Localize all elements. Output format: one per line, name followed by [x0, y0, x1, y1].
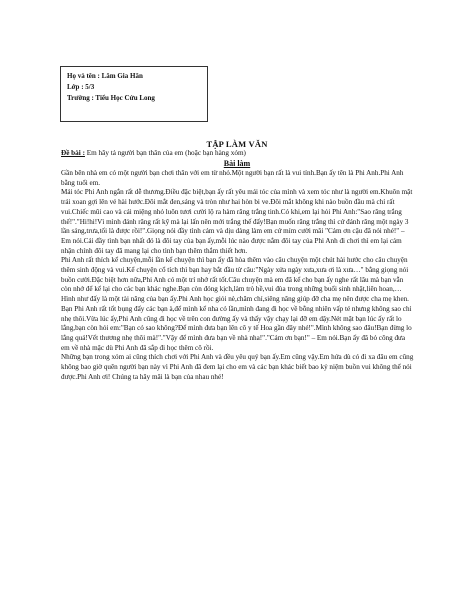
assignment-title: TẬP LÀM VĂN	[206, 139, 268, 149]
essay-paragraph: Gần bên nhà em có một người bạn chơi thân với em từ nhỏ.Một người bạn rất là vui tính.Bạn ấy tên là Phi Anh.Phi Anh bằng tuổi em.	[61, 169, 404, 187]
assignment-prompt	[61, 149, 246, 157]
student-name: Họ và tên : Lâm Gia Hân	[67, 72, 143, 80]
student-info-box	[60, 66, 208, 122]
essay-paragraph: Những bạn trong xóm ai cũng thích chơi với Phi Anh và đều yêu quý bạn ấy.Em cũng vậy.Em hứa dù có đi xa đâu em cũng không bao giờ quên người bạn này vì Phi Anh đã đem lại cho em và các bạn khác biết bao kỷ niệm buồn vui không thể nói được.Phi Anh ơi! Chúng ta hãy mãi là bạn của nhau nhé!	[61, 353, 414, 381]
prompt-label: Đề bài :	[61, 149, 85, 157]
student-school: Trường : Tiểu Học Cửu Long	[67, 94, 155, 102]
essay-paragraph: Mái tóc Phi Anh ngắn rất dễ thương.Điều đặc biệt,bạn ấy rất yêu mái tóc của mình và xem tóc như là người em.Khuôn mặt trái xoan gợi lên vẻ hài hước.Đôi mắt đen,sáng và tròn như hai hòn bi ve.Đôi mắt không khi nào buồn đầu mà chỉ rất vui.Chiếc mũi cao và cái miệng nhỏ luôn tươi cười lộ ra hàm răng trắng tinh.Có khi,em lại hỏi Phi Anh:"Sao răng trắng thế!"."Hi!hi!Vì mình đánh răng rất kỹ mà lại lấn nên mới trắng thế đấy!Bạn muốn răng trắng thì cứ đánh răng một ngày 3 lần sáng,trưa,tối là được rồi!".Giọng nói đầy tình cảm và dịu dàng làm em cứ mỉm cười mãi "Cảm ơn cậu đã nói nhé!" – Em nói.Cái đầy tình bạn nhất đó là đôi tay của bạn ấy,mỗi lúc nào được nắm đôi tay của Phi Anh đi chơi thì em lại cảm nhận chính đôi tay đã mang lại cho tình bạn thêm thắm thiết hơn.	[61, 188, 413, 255]
essay-paragraph: Phi Anh rất thích kể chuyện,mỗi lần kể chuyện thì bạn ấy đã hòa thêm vào câu chuyện một chút hài hước cho câu chuyện thêm sinh động và vui.Kể chuyện cổ tích thì bạn hay bắt đầu từ câu:"Ngày xửa ngày xưa,xưa ơi là xưa…" bằng giọng nói buồn cười.Đặc biệt hơn nữa,Phi Anh có một trí nhớ rất tốt.Câu chuyện mà em đã kể cho bạn ấy nghe rất lâu mà bạn vẫn còn nhớ để kể lại cho các bạn khác nghe.Bạn còn đóng kịch,làm trò hề,vui đùa trong những buổi sinh nhật,liên hoan,…Hình như đấy là một tài năng của bạn ấy.Phi Anh học giỏi nè,chăm chỉ,siêng năng giúp đỡ cha mẹ nên được cha mẹ khen.	[61, 256, 409, 304]
essay-paragraph: Bạn Phi Anh rất tốt bụng đấy các bạn à,để mình kể nha có lần,mình đang đi học về bỗng nhiên vấp té nhưng không sao chỉ nhẹ thôi.Vừa lúc ấy,Phi Anh cũng đi học về trên con đường ấy và thấy vậy chạy lại đỡ em dậy.Nét mặt bạn lúc ấy rất lo lắng,bạn còn hỏi em:"Bạn có sao không?Để mình đưa bạn lên cô y tế Hoa gần đây nhé!".Mình không sao đâu!Bạn đừng lo lắng quá!Vết thương nhẹ thôi mà!"."Vậy để mình đưa bạn về nhà nha!"."Cảm ơn bạn!" – Em nói.Bạn ấy đã bỏ công đưa em về nhà mặc dù Phi Anh đã sắp đi học thêm cô rồi.	[61, 304, 412, 352]
essay-body	[61, 169, 415, 382]
section-title: Bài làm	[223, 159, 251, 168]
prompt-text: Em hãy tả người bạn thân của em (hoặc bạn hàng xóm)	[84, 149, 246, 157]
student-class: Lớp : 5/3	[67, 83, 95, 91]
